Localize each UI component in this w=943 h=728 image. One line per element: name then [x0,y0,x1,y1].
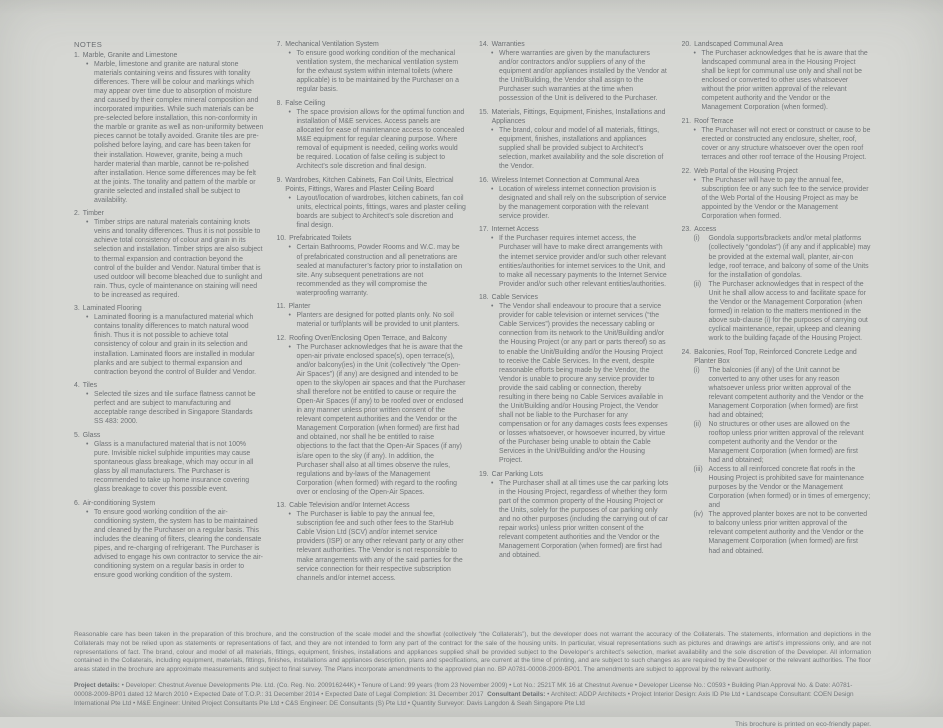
section-item-text: Where warranties are given by the manufacturers and/or contractors and/or suppliers of any of the equipment and/or appliances installed by the Vendor at the Unit/Building, the Vendor shall assign to the Purchaser such warranties at the time when possession of the Unit is delivered to the Purchaser. [499,50,667,103]
section-item-text: The space provision allows for the optimal function and installation of M&E services. Access panels are allocated for ease of maintenance access to concealed M&E equipment for regular cleaning purpose. Where removal of equipment is needed, ceiling works would be required. Location of false ceiling is subject to Architect’s sole discretion and final design. [296,108,465,171]
section-item [491,479,669,560]
section-item-text: Marble, limestone and granite are natural stone materials containing veins and fissures with tonality differences. There will be colour and markings which may appear over time due to absorption of moisture and caused by their complex mineral composition and incorporated impurities. While such materials can be pre-selected before installation, this non-conformity in the marble or granite as well as non-uniformity between pieces cannot be totally avoided. Granite tiles are pre-polished before laying, and care has been taken for their installation. However, granite, being a much harder material than marble, cannot be re-polished after installation. Hence some differences may be felt at the joints. The tonality and pattern of the marble or granite selected and installed shall be subject to availability. [94,61,264,204]
section-item [86,390,264,426]
section-item [694,366,872,420]
section-number: 7. [276,41,283,48]
notes-section [682,167,872,221]
section-number: 4. [74,382,80,390]
section-item-text: The Purchaser acknowledges that in respect of the Unit he shall allow access to and facilitate space for the Vendor or the Management Corporation (when formed) in relation to the matters mentioned in the above sub-clause (i) for the purposes of carrying out cyclical maintenance, repair, upkeep and cleaning work to the building façade of the Housing Project. [708,280,868,342]
section-heading-text: Planter [288,303,311,311]
section-number: 19. [479,470,489,478]
section-heading [682,225,872,234]
section-heading [74,304,264,313]
section-heading-text: Balconies, Roof Top, Reinforced Concrete Ledge and Planter Box [694,348,857,365]
notes-section [479,40,669,103]
section-heading [74,51,264,60]
section-item-text: No structures or other uses are allowed on the rooftop unless prior written approval of the relevant competent authority and the Vendor or the Management Corporation (when formed) are first had and obtained; [708,420,864,465]
section-item [694,176,872,221]
section-number: 8. [276,99,283,107]
section-number: 1. [74,52,80,59]
section-item-text: The brand, colour and model of all materials, fittings, equipment, finishes, installations and appliances supplied shall be provided subject to Architect’s selection, market availability and the sole discretion of the Vendor. [499,126,664,171]
section-heading-text: Timber [82,210,104,218]
section-number: 10. [276,235,287,243]
notes-column-4 [682,40,872,624]
notes-section [74,209,264,299]
notes-section [682,117,872,162]
section-heading [277,176,467,194]
section-item [289,510,467,582]
section-heading [74,209,264,218]
section-number: 6. [74,499,80,507]
section-item [289,108,467,171]
section-heading [682,117,872,126]
bullet-marker: • [86,440,89,448]
bullet-marker: • [491,235,494,243]
notes-section [277,176,467,230]
section-number: 22. [681,167,692,175]
roman-marker: (ii) [693,420,702,428]
notes-section [74,499,264,580]
section-number: 2. [74,210,80,218]
consultant-details-label: Consultant Details: [487,691,546,699]
bullet-marker: • [86,61,89,69]
section-item [86,313,264,376]
section-item-text: The balconies (if any) of the Unit cannot be converted to any other uses for any reason whatsoever unless prior written approval of the relevant competent authority and the Vendor or the Management Corporation (when formed) are first had and obtained; [708,366,864,419]
section-item [694,420,872,465]
notes-section [682,40,872,112]
notes-section [479,225,669,288]
notes-section [74,431,264,494]
section-number: 12. [276,334,287,342]
bullet-marker: • [288,343,291,351]
notes-section [74,304,264,376]
section-heading [479,293,669,302]
section-number: 3. [74,305,80,313]
page-title: NOTES [74,40,103,49]
section-number: 21. [681,117,692,125]
bullet-marker: • [491,479,494,487]
bullet-marker: • [491,50,494,58]
section-item-text: Timber strips are natural materials containing knots veins and tonality differences. Thus it is not possible to achieve total consistency of colour and grain in its selection and installation. Timber strips are also subject to thermal expansion and contraction beyond the control of the builder and Vendor. Natural timber that is used outdoor will become bleached due to sunlight and rain. Thus, cycle of maintenance on staining will need to be increased as required. [94,219,263,299]
section-item [491,302,669,465]
section-item-text: Access to all reinforced concrete flat roofs in the Housing Project is prohibited save for maintenance purposes by the Vendor or the Management Corporation (when formed) or in times of emergency; and [708,466,871,510]
project-details-text: • Developer: Chestnut Avenue Developments Pte. Ltd. (Co. Reg. No. 200916244K) • Tenure of Land: 99 years (from 23 November 2009) • Lot No.: 2521T MK 16 at Chestnut Avenue • Developer License No.: C0593 • Building Plan Approval No. & Date: A0781-00008-2009-BP01 dated 12 March 2010 • Expected Date of T.O.P.: 31 December 2014 • Expected Date of Legal Completion: 31 December 2017 [74,682,853,699]
section-heading [277,99,467,108]
section-heading [479,108,669,126]
section-heading [277,334,467,343]
section-heading [479,176,669,185]
section-heading-text: Web Portal of the Housing Project [694,167,798,175]
section-number: 24. [681,348,692,356]
section-item-text: Certain Bathrooms, Powder Rooms and W.C. may be of prefabricated construction and all penetrations are sealed at manufacturer’s factory prior to installation on site. Any subsequent penetrations are not recommended as they will compromise the waterproofing warranty. [296,244,463,297]
section-heading [479,470,669,479]
section-item [491,185,669,221]
bullet-marker: • [693,176,696,184]
notes-section [479,176,669,221]
project-details [74,681,871,708]
section-item-text: Planters are designed for potted plants only. No soil material or turf/plants will be provided to unit planters. [296,312,460,329]
bullet-marker: • [288,50,291,58]
section-heading [277,234,467,243]
section-heading [682,40,872,49]
section-item-text: The Purchaser shall at all times use the car parking lots in the Housing Project, regardless of whether they form part of the common property of the Housing Project or the Units, solely for the purposes of car parking only and no other purposes (including the carrying out of car repair works) unless prior written consent of the relevant competent authorities and the Vendor or the Management Corporation (when formed) are first had and obtained. [499,479,669,560]
section-item-text: Laminated flooring is a manufactured material which contains tonality differences to match natural wood finish. Thus it is not possible to achieve total consistency of colour and grain in its selection and installation. Laminated floors are installed in modular planks and are subject to thermal expansion and contraction beyond the control of Builder and Vendor. [94,314,257,376]
section-item-text: Selected tile sizes and tile surface flatness cannot be perfect and are subject to manufacturing and acceptable range described in Singapore Standards SS 483: 2000. [94,391,256,426]
section-heading-text: Materials, Fittings, Equipment, Finishes, Installations and Appliances [491,108,666,125]
notes-section [682,348,872,556]
notes-section [479,293,669,465]
bullet-marker: • [86,508,89,516]
section-heading [277,40,467,49]
section-number: 20. [681,41,692,48]
roman-marker: (i) [693,366,700,374]
section-number: 9. [276,176,283,184]
bullet-marker: • [86,391,89,399]
section-item [86,60,264,205]
notes-section [479,470,669,560]
section-item-text: Gondola supports/brackets and/or metal platforms (collectively “gondolas”) (if any and if applicable) may be provided at the external wall, planter, air-con ledge, roof terrace, and balcony of some of the Units for the installation of gondolas. [708,235,871,279]
section-item-text: Glass is a manufactured material that is not 100% pure. Invisible nickel sulphide impurities may cause spontaneous glass breakage, which may occur in all glass by all manufacturers. The Purchaser is recommended to take up home insurance covering glass breakage to cover this possible event. [94,440,254,494]
section-number: 13. [276,502,287,510]
section-heading-text: Roof Terrace [694,117,734,125]
legal-disclaimer: Reasonable care has been taken in the preparation of this brochure, and the construction of the scale model and the showflat (collectively “the Collaterals”), but the developer does not warrant the accuracy of the Collaterals. The statements, information and depictions in the Collaterals may not be relied upon as statements or representations of fact, and they are not intended to form any part of the contract for the sale of the housing units. In particular, visual representations such as pictures and drawings are artist’s impressions only, and are not representations of fact. The brand, colour and model of all materials, fittings, equipment, finishes, installations and appliances supplied shall be provided subject to the Developer’s architect’s selection, market availability and the sole discretion of the Developer. All information contained in the Collaterals, including equipment, materials, fittings, finishes, installations and appliances description, plans and specifications, are current at the time of printing, and are subject to such changes as are required by the Developer or the relevant authorities. The floor areas stated in the brochure are approximate measurements and subject to final survey. The Plans incorporate amendments to the approved plan no. BP A0781-00008-2009-BP01. The amendments are subject to approval by the relevant authority. [74,631,871,674]
section-item-text: The Purchaser will have to pay the annual fee, subscription fee or any such fee to the service provider of the Web Portal of the Housing Project as may be appointed by the Vendor or the Management Corporation when formed. [701,176,869,220]
section-item [694,126,872,162]
notes-section [479,108,669,171]
section-heading-text: Car Parking Lots [491,470,543,478]
section-item-text: The Vendor shall endeavour to procure that a service provider for cable television or internet services (“the Cable Services”) provides the necessary cabling or connection from its network to the Unit/Building and/or the Housing Project (or any part or parts thereof) so as to enable the Unit/Building and/or the Housing Project to receive the Cable Services. In the event, despite reasonable efforts being made by the Vendor, the Vendor is unable to procure any service provider to provide the said cabling or connection, thereby resulting in there being no Cable Services available in the Unit/Building and/or Housing Project, the Vendor shall not be liable to the Purchaser for any compensation or for any damages costs fees expenses or losses whatsoever, or howsoever incurred, by virtue of the Purchaser being unable to obtain the Cable Services in the Unit/Building and/or the Housing Project. [499,303,668,465]
section-heading-text: Wireless Internet Connection at Communal Area [491,176,640,184]
notes-column-2 [277,40,467,624]
notes-columns [74,40,871,624]
section-heading [277,302,467,311]
section-item [86,440,264,494]
section-number: 11. [276,303,286,311]
section-heading [74,431,264,440]
section-item [491,49,669,103]
notes-column-1 [74,40,264,624]
section-item [289,49,467,94]
section-heading-text: Cable Services [491,294,538,302]
section-heading-text: Internet Access [491,226,539,234]
section-heading [74,499,264,508]
project-details-label: Project details: [74,682,120,690]
section-item-text: The Purchaser acknowledges that he is aware that the open-air private enclosed space(s), open terrace(s), and/or balcony(ies) in the Unit (collectively “the Open-Air Spaces”) (if any) are designed and intended to be open to the sky/open air spaces and that the Purchaser shall therefore not be entitled to cause or require the Open-Air Spaces (if any) to be roofed over or enclosed in any manner unless prior written consent of the relevant competent authorities and the Vendor or the Management Corporation (when formed) are first had and obtained, nor shall he be entitled to raise objections to the fact that the Open-Air Spaces (if any) is/are open to the sky (if any). In addition, the Purchaser shall also at all times observe the rules, regulations and by-laws of the Management Corporation (when formed) with regard to the roofing over or enclosing of the Open-Air Spaces. [296,343,466,496]
section-number: 17. [479,226,489,234]
eco-note: This brochure is printed on eco-friendly paper. [734,721,871,728]
section-heading-text: Glass [82,431,101,439]
section-item [86,508,264,580]
notes-section [277,40,467,94]
section-number: 15. [479,108,489,116]
section-heading-text: Wardrobes, Kitchen Cabinets, Fan Coil Units, Electrical Points, Fittings, Wares and Plaster Ceiling Board [285,176,454,193]
bullet-marker: • [288,194,291,202]
section-number: 16. [479,176,489,184]
section-item-text: Layout/location of wardrobes, kitchen cabinets, fan coil units, electrical points, fittings, wares and plaster ceiling boards are subject to Architect’s sole discretion and final design. [296,194,466,229]
section-item-text: To ensure good working condition of the mechanical ventilation system, the mechanical ventilation system for the exhaust system within internal toilets (where applicable) is to be maintained by the Purchaser on a regular basis. [296,50,459,94]
notes-section [682,225,872,343]
section-item-text: Location of wireless internet connection provision is designated and shall rely on the subscription of service by the management corporation with the relevant service provider. [499,185,667,220]
bullet-marker: • [693,50,696,58]
section-heading-text: Prefabricated Toilets [289,235,352,243]
section-heading [479,40,669,49]
notes-section [277,334,467,497]
section-heading-text: Cable Television and/or Internet Access [289,502,410,510]
bullet-marker: • [288,244,291,252]
section-item [694,234,872,279]
bullet-marker: • [288,312,291,320]
section-heading [277,501,467,510]
roman-marker: (iii) [693,466,703,474]
bullet-marker: • [288,108,291,116]
section-heading-text: False Ceiling [285,99,326,107]
section-item-text: If the Purchaser requires internet access, the Purchaser will have to make direct arrangements with the internet service provider and/or such other relevant entities/authorities for internet services to the Unit, and to make all necessary payments to the Internet Service Provider and/or such other relevant entities/authorities. [499,235,667,288]
section-heading-text: Tiles [82,382,98,390]
page-footer [74,631,871,728]
section-item [694,510,872,555]
section-heading-text: Roofing Over/Enclosing Open Terrace, and Balcony [289,334,447,342]
notes-section [277,501,467,582]
section-heading [682,167,872,176]
section-heading-text: Laminated Flooring [82,305,142,313]
section-heading-text: Landscaped Communal Area [694,41,783,48]
section-heading-text: Air-conditioning System [82,499,156,507]
section-item-text: The Purchaser is liable to pay the annual fee, subscription fee and such other fees to the StarHub Cable Vision Ltd (SCV) and/or internet service providers (ISP) or any other relevant party or any other relevant authorities. The Vendor is not responsible to make arrangements with any of the said parties for the service connection for their respective subscription channels and/or internet access. [296,511,464,582]
section-item [289,194,467,230]
bullet-marker: • [491,126,494,134]
section-number: 14. [479,41,489,48]
section-item-text: The approved planter boxes are not to be converted to balcony unless prior written approval of the relevant competent authority and the Vendor or the Management Corporation (when formed) are first had and obtained. [708,511,868,555]
bullet-marker: • [693,126,696,134]
section-heading-text: Marble, Granite and Limestone [82,52,178,59]
roman-marker: (i) [693,235,700,243]
section-heading [74,381,264,390]
notes-section [74,51,264,205]
roman-marker: (iv) [693,511,704,519]
bullet-marker: • [491,185,494,193]
section-item-text: The Purchaser will not erect or construct or cause to be erected or constructed any enclosure, shelter, roof, cover or any structure whatsoever over the open roof terraces and other roof terrace of the Housing Project. [701,126,871,162]
section-item [86,218,264,299]
section-item [289,343,467,497]
roman-marker: (ii) [693,280,702,288]
section-item [694,280,872,343]
bullet-marker: • [86,314,89,322]
section-heading-text: Mechanical Ventilation System [285,41,379,48]
section-item [491,126,669,171]
section-item-text: The Purchaser acknowledges that he is aware that the landscaped communal area in the Housing Project shall be kept for communal use only and shall not be enclosed or converted to other uses whatsoever without the prior written approval of the relevant competent authority and the Vendor or the Management Corporation (when formed). [701,50,868,112]
section-number: 18. [479,294,489,302]
bullet-marker: • [288,511,291,519]
notes-section [277,302,467,329]
section-item-text: To ensure good working condition of the air-conditioning system, the system has to be maintained and cleaned by the Purchaser on a regular basis. This includes the cleaning of filters, clearing the condensate pipes, and re-charging of refrigerant. The Purchaser is advised to engage his own contractor to service the air-conditioning system on a regular basis in order to ensure good working condition of the system. [94,508,263,580]
consultant-details-text: • Architect: ADDP Architects • Project Interior Design: Axis ID Pte Ltd • Landscape Consultant: COEN Design International Pte Ltd • M&E Engineer: United Project Consultants Pte Ltd • C&S Engineer: DE Consultants (S) Pte Ltd • Quantity Surveyor: Davis Langdon & Seah Singapore Pte Ltd [74,691,854,708]
section-heading-text: Access [694,226,717,234]
notes-column-3 [479,40,669,624]
notes-section [277,234,467,297]
section-heading-text: Warranties [491,41,525,48]
notes-section [277,99,467,171]
section-heading [682,348,872,366]
section-number: 23. [681,226,692,234]
section-item [289,243,467,297]
notes-section [74,381,264,426]
section-item [694,465,872,510]
section-heading [479,225,669,234]
bullet-marker: • [86,219,89,227]
section-number: 5. [74,431,80,439]
bullet-marker: • [491,303,494,311]
section-item [694,49,872,112]
section-item [491,234,669,288]
section-item [289,311,467,329]
